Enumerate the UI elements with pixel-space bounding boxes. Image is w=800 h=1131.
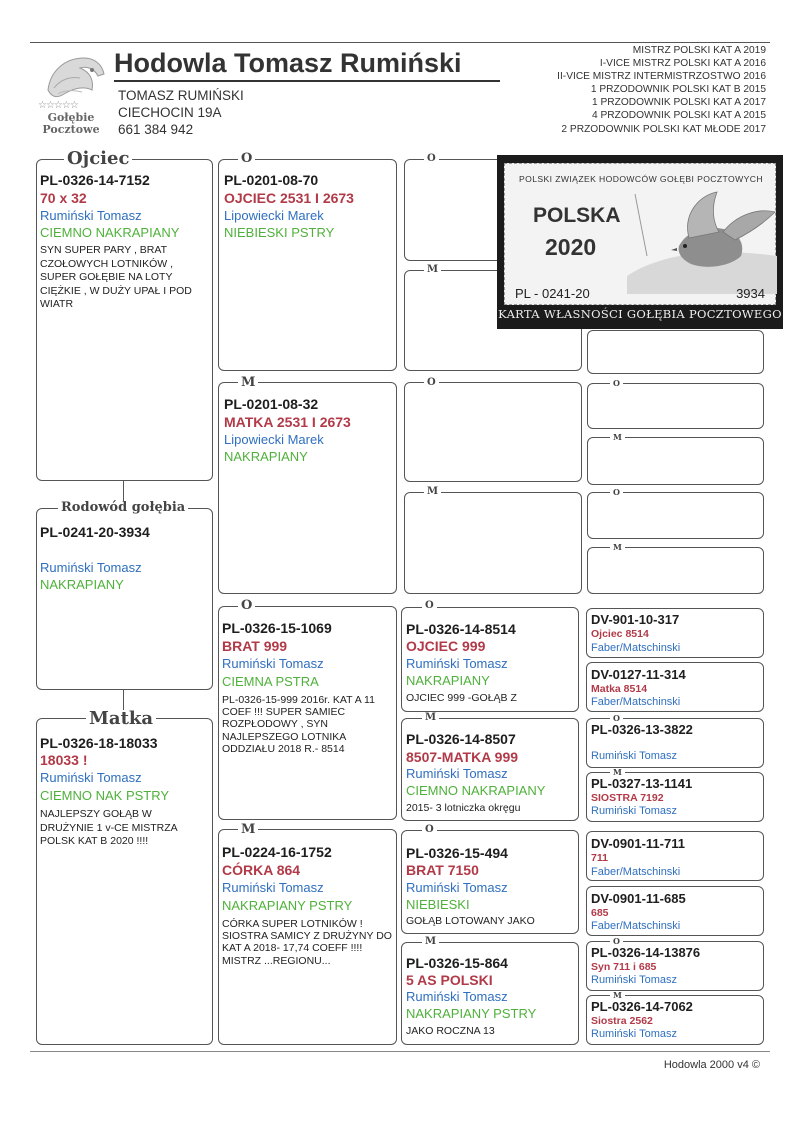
gen3-label: M (424, 265, 441, 275)
card-number: 3934 (736, 286, 765, 301)
fm-ring: PL-0201-08-32 (224, 396, 319, 412)
mfm-note: 2015- 3 lotniczka okręgu (406, 802, 521, 814)
mmf-color: NIEBIESKI (406, 897, 470, 912)
mmm-name: 5 AS POLSKI (406, 972, 493, 988)
g5-ring-4: DV-0901-11-711 (591, 836, 685, 851)
mff-note: OJCIEC 999 -GOŁĄB Z (406, 692, 517, 704)
footer-credit: Hodowla 2000 v4 © (663, 1059, 760, 1071)
mmf-owner: Rumiński Tomasz (406, 880, 508, 895)
mmf-label: O (422, 825, 437, 835)
subject-owner: Rumiński Tomasz (40, 560, 142, 575)
mff-ring: PL-0326-14-8514 (406, 621, 516, 637)
mff-owner: Rumiński Tomasz (406, 656, 508, 671)
gen4-label: O (610, 379, 623, 387)
mff-label: O (422, 601, 437, 611)
g5-name-7: Siostra 2562 (591, 1015, 653, 1027)
g5-ring-5: DV-0901-11-685 (591, 891, 686, 906)
mmf-note: GOŁĄB LOTOWANY JAKO (406, 915, 535, 927)
owner-phone: 661 384 942 (118, 122, 194, 137)
gen4-box-empty (587, 437, 764, 485)
g5-ring-7: PL-0326-14-7062 (591, 999, 693, 1014)
fm-label: M (238, 376, 258, 389)
fm-color: NAKRAPIANY (224, 449, 308, 464)
father-note: SYN SUPER PARY , BRAT CZOŁOWYCH LOTNIKÓW , SUPER GOŁĘBIE NA LOTY CIĘŻKIE , W DUŻY UPAŁ I POD WIATR (40, 244, 192, 310)
card-footer: KARTA WŁASNOŚCI GOŁĘBIA POCZTOWEGO (498, 307, 782, 321)
title-underline (114, 80, 500, 82)
g5-owner-6: Rumiński Tomasz (591, 974, 677, 986)
g5-name-0: Ojciec 8514 (591, 628, 649, 640)
g5-label: M (610, 768, 625, 776)
card-year: 2020 (545, 234, 597, 260)
g5-ring-1: DV-0127-11-314 (591, 667, 686, 682)
father-color: CIEMNO NAKRAPIANY (40, 225, 180, 240)
mmm-note: JAKO ROCZNA 13 (406, 1025, 495, 1037)
gen3-box-empty (404, 492, 582, 594)
mff-color: NAKRAPIANY (406, 673, 490, 688)
father-ring: PL-0326-14-7152 (40, 172, 150, 188)
g5-name-3: SIOSTRA 7192 (591, 792, 664, 804)
father-label: Ojciec (64, 150, 132, 168)
mmf-name: BRAT 7150 (406, 862, 479, 878)
mf-owner: Rumiński Tomasz (222, 656, 324, 671)
mother-ring: PL-0326-18-18033 (40, 735, 158, 751)
mmm-owner: Rumiński Tomasz (406, 989, 508, 1004)
achievement-item: 1 PRZODOWNIK POLSKI KAT A 2017 (591, 97, 766, 109)
gen4-box-empty (587, 383, 764, 429)
subject-color: NAKRAPIANY (40, 577, 124, 592)
gen4-box-empty (587, 547, 764, 594)
gen4-label: O (610, 488, 623, 496)
mother-note: NAJLEPSZY GOŁĄB W DRUŻYNIE 1 v-CE MISTRZA POLSK KAT B 2020 !!!! (40, 808, 178, 847)
mf-name: BRAT 999 (222, 638, 288, 654)
mf-ring: PL-0326-15-1069 (222, 620, 332, 636)
subject-ring: PL-0241-20-3934 (40, 524, 150, 540)
mother-color: CIEMNO NAK PSTRY (40, 788, 170, 803)
mother-label: Matka (86, 710, 156, 728)
card-header: POLSKI ZWIĄZEK HODOWCÓW GOŁĘBI POCZTOWYCH (519, 174, 763, 184)
g5-owner-2: Rumiński Tomasz (591, 750, 677, 762)
mm-owner: Rumiński Tomasz (222, 880, 324, 895)
g5-owner-5: Faber/Matschinski (591, 920, 681, 932)
ff-color: NIEBIESKI PSTRY (224, 225, 335, 240)
g5-ring-0: DV-901-10-317 (591, 612, 680, 627)
gen3-label: O (424, 154, 439, 164)
mmf-ring: PL-0326-15-494 (406, 845, 508, 861)
gen3-label: M (424, 487, 441, 497)
pigeon-photo-icon (627, 186, 777, 294)
mm-name: CÓRKA 864 (222, 862, 301, 878)
g5-owner-3: Rumiński Tomasz (591, 805, 677, 817)
g5-label: M (610, 991, 625, 999)
ff-name: OJCIEC 2531 I 2673 (224, 190, 354, 206)
logo-text: Gołębie Pocztowe (42, 111, 100, 136)
gen4-box-empty (587, 330, 764, 374)
card-country: POLSKA (533, 204, 621, 227)
mf-note: PL-0326-15-999 2016r. KAT A 11 COEF !!! SUPER SAMIEC ROZPŁODOWY , SYN NAJLEPSZEGO LOTNIKA ODDZIAŁU 2018 R.- 8514 (222, 694, 375, 755)
mother-name: 18033 ! (40, 752, 88, 768)
owner-address: CIECHOCIN 19A (118, 105, 222, 120)
g5-label: O (610, 714, 623, 722)
mm-ring: PL-0224-16-1752 (222, 844, 332, 860)
fm-name: MATKA 2531 I 2673 (224, 414, 351, 430)
gen4-label: M (610, 433, 625, 441)
page-title: Hodowla Tomasz Rumiński (114, 48, 462, 78)
ff-label: O (238, 152, 255, 165)
card-inner (504, 163, 776, 305)
mmm-color: NAKRAPIANY PSTRY (406, 1006, 537, 1021)
achievement-item: I-VICE MISTRZ POLSKI KAT A 2016 (599, 58, 766, 70)
ff-owner: Lipowiecki Marek (224, 208, 324, 223)
footer-rule (30, 1051, 770, 1052)
ff-ring: PL-0201-08-70 (224, 172, 319, 188)
g5-name-4: 711 (591, 852, 608, 864)
pedigree-label: Rodowód gołębia (58, 501, 188, 514)
father-name: 70 x 32 (40, 190, 87, 206)
gen3-label: O (424, 378, 439, 388)
mf-color: CIEMNA PSTRA (222, 674, 319, 689)
mfm-color: CIEMNO NAKRAPIANY (406, 783, 546, 798)
achievement-item: MISTRZ POLSKI KAT A 2019 (632, 45, 766, 56)
mother-owner: Rumiński Tomasz (40, 770, 142, 785)
g5-ring-6: PL-0326-14-13876 (591, 945, 701, 960)
g5-ring-3: PL-0327-13-1141 (591, 776, 693, 791)
g5-owner-4: Faber/Matschinski (591, 866, 681, 878)
owner-name: TOMASZ RUMIŃSKI (118, 88, 244, 103)
card-ring: PL - 0241-20 (515, 286, 590, 301)
fm-owner: Lipowiecki Marek (224, 432, 324, 447)
header-top-rule (30, 42, 770, 43)
achievement-item: 2 PRZODOWNIK POLSKI KAT MŁODE 2017 (561, 123, 766, 135)
father-owner: Rumiński Tomasz (40, 208, 142, 223)
g5-owner-1: Faber/Matschinski (591, 696, 681, 708)
gen4-box-empty (587, 492, 764, 539)
mm-label: M (238, 823, 258, 836)
mfm-name: 8507-MATKA 999 (406, 749, 519, 765)
mfm-owner: Rumiński Tomasz (406, 766, 508, 781)
g5-owner-0: Faber/Matschinski (591, 642, 681, 654)
mfm-label: M (422, 713, 439, 723)
mmm-label: M (422, 937, 439, 947)
gen4-label: M (610, 543, 625, 551)
gen3-box-empty (404, 382, 582, 482)
mf-label: O (238, 599, 255, 612)
mfm-ring: PL-0326-14-8507 (406, 731, 516, 747)
g5-ring-2: PL-0326-13-3822 (591, 722, 693, 737)
g5-label: O (610, 937, 623, 945)
mm-color: NAKRAPIANY PSTRY (222, 898, 353, 913)
achievement-item: 4 PRZODOWNIK POLSKI KAT A 2015 (591, 110, 766, 122)
g5-name-1: Matka 8514 (591, 683, 648, 695)
mff-name: OJCIEC 999 (406, 638, 486, 654)
achievement-item: II-VICE MISTRZ INTERMISTRZOSTWO 2016 (557, 71, 766, 83)
logo-stars: ☆☆☆☆☆ (38, 100, 78, 111)
achievement-item: 1 PRZODOWNIK POLSKI KAT B 2015 (590, 84, 766, 96)
g5-owner-7: Rumiński Tomasz (591, 1028, 677, 1040)
mmm-ring: PL-0326-15-864 (406, 955, 508, 971)
g5-name-5: 685 (591, 907, 609, 919)
mm-note: CÓRKA SUPER LOTNIKÓW ! SIOSTRA SAMICY Z DRUŻYNY DO KAT A 2018- 17,74 COEFF !!!! MISTRZ ...REGIONU... (222, 918, 392, 967)
achievements-list (500, 44, 766, 136)
ownership-card (497, 155, 783, 329)
g5-name-6: Syn 711 i 685 (591, 961, 657, 973)
